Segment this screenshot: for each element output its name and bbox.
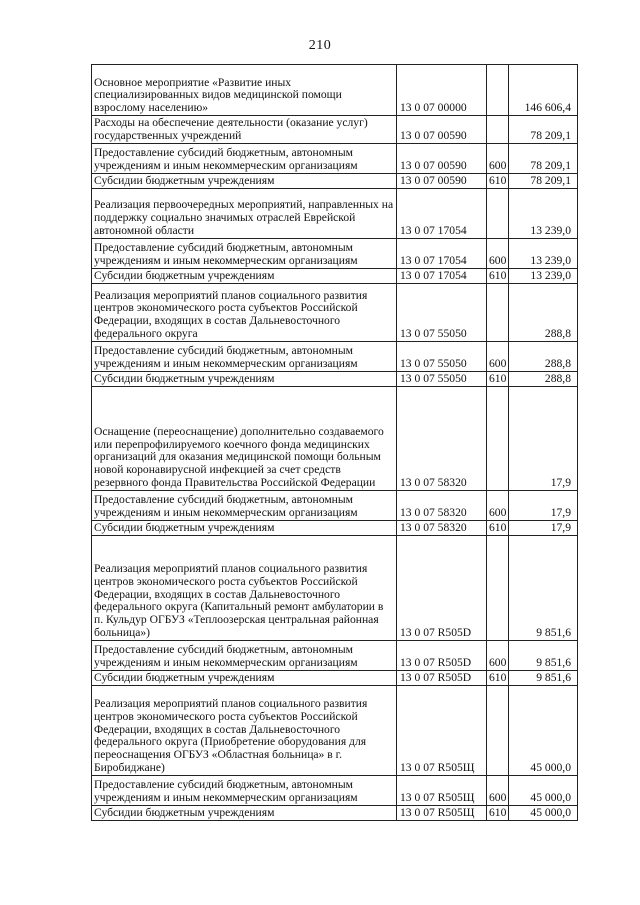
row-code: 13 0 07 55050 bbox=[397, 371, 487, 386]
row-name: Реализация мероприятий планов социального развития центров экономического роста субъектов Российской Федерации, входящих в состав Дальневосточного федерального округа bbox=[92, 283, 397, 341]
row-code: 13 0 07 17054 bbox=[397, 238, 487, 268]
row-name: Субсидии бюджетным учреждениям bbox=[92, 520, 397, 535]
row-code: 13 0 07 R505D bbox=[397, 670, 487, 685]
row-amount: 13 239,0 bbox=[509, 238, 578, 268]
row-vr bbox=[487, 685, 509, 775]
row-name: Предоставление субсидий бюджетным, автономным учреждениям и иным некоммерческим организациям bbox=[92, 341, 397, 371]
row-amount: 45 000,0 bbox=[509, 805, 578, 820]
table-row bbox=[92, 238, 578, 268]
row-code: 13 0 07 17054 bbox=[397, 188, 487, 238]
row-vr bbox=[487, 188, 509, 238]
table-row bbox=[92, 341, 578, 371]
row-vr bbox=[487, 535, 509, 640]
row-name: Предоставление субсидий бюджетным, автономным учреждениям и иным некоммерческим организациям bbox=[92, 238, 397, 268]
row-amount: 17,9 bbox=[509, 520, 578, 535]
row-amount: 288,8 bbox=[509, 371, 578, 386]
row-code: 13 0 07 58320 bbox=[397, 386, 487, 490]
row-amount: 45 000,0 bbox=[509, 775, 578, 805]
row-vr bbox=[487, 116, 509, 144]
row-code: 13 0 07 58320 bbox=[397, 520, 487, 535]
row-name: Реализация мероприятий планов социального развития центров экономического роста субъектов Российской Федерации, входящих в состав Дальневосточного федерального округа (Приобретение оборудования для переоснащения ОГБУЗ «Областная больница» в г. Биробиджане) bbox=[92, 685, 397, 775]
row-name: Субсидии бюджетным учреждениям bbox=[92, 174, 397, 189]
row-vr: 600 bbox=[487, 341, 509, 371]
row-name: Реализация первоочередных мероприятий, направленных на поддержку социально значимых отраслей Еврейской автономной области bbox=[92, 188, 397, 238]
table-row bbox=[92, 144, 578, 174]
row-name: Предоставление субсидий бюджетным, автономным учреждениям и иным некоммерческим организациям bbox=[92, 144, 397, 174]
table-row bbox=[92, 670, 578, 685]
row-name: Оснащение (переоснащение) дополнительно создаваемого или перепрофилируемого коечного фонда медицинских организаций для оказания медицинской помощи больным новой коронавирусной инфекцией за счет средств резервного фонда Правительства Российской Федерации bbox=[92, 386, 397, 490]
row-code: 13 0 07 00590 bbox=[397, 174, 487, 189]
row-amount: 78 209,1 bbox=[509, 116, 578, 144]
row-vr: 610 bbox=[487, 174, 509, 189]
table-row bbox=[92, 805, 578, 820]
row-code: 13 0 07 17054 bbox=[397, 268, 487, 283]
row-amount: 78 209,1 bbox=[509, 174, 578, 189]
row-code: 13 0 07 R505Щ bbox=[397, 775, 487, 805]
row-vr: 600 bbox=[487, 775, 509, 805]
row-code: 13 0 07 R505Щ bbox=[397, 685, 487, 775]
table-row bbox=[92, 268, 578, 283]
row-vr: 600 bbox=[487, 144, 509, 174]
row-name: Субсидии бюджетным учреждениям bbox=[92, 805, 397, 820]
row-name: Субсидии бюджетным учреждениям bbox=[92, 268, 397, 283]
row-vr: 600 bbox=[487, 238, 509, 268]
row-code: 13 0 07 R505D bbox=[397, 640, 487, 670]
row-amount: 146 606,4 bbox=[509, 65, 578, 116]
row-vr: 610 bbox=[487, 520, 509, 535]
row-vr: 610 bbox=[487, 670, 509, 685]
row-amount: 9 851,6 bbox=[509, 670, 578, 685]
row-code: 13 0 07 00000 bbox=[397, 65, 487, 116]
row-vr bbox=[487, 65, 509, 116]
row-vr bbox=[487, 386, 509, 490]
row-name: Предоставление субсидий бюджетным, автономным учреждениям и иным некоммерческим организациям bbox=[92, 640, 397, 670]
table-row bbox=[92, 188, 578, 238]
row-vr bbox=[487, 283, 509, 341]
row-amount: 17,9 bbox=[509, 386, 578, 490]
row-code: 13 0 07 R505D bbox=[397, 535, 487, 640]
row-name: Основное мероприятие «Развитие иных специализированных видов медицинской помощи взрослому населению» bbox=[92, 65, 397, 116]
table-row bbox=[92, 520, 578, 535]
row-amount: 13 239,0 bbox=[509, 268, 578, 283]
table-row bbox=[92, 775, 578, 805]
row-amount: 17,9 bbox=[509, 490, 578, 520]
row-amount: 78 209,1 bbox=[509, 144, 578, 174]
row-name: Расходы на обеспечение деятельности (оказание услуг) государственных учреждений bbox=[92, 116, 397, 144]
row-amount: 9 851,6 bbox=[509, 535, 578, 640]
row-name: Субсидии бюджетным учреждениям bbox=[92, 670, 397, 685]
row-vr: 610 bbox=[487, 268, 509, 283]
row-vr: 600 bbox=[487, 490, 509, 520]
table-row bbox=[92, 174, 578, 189]
table-row bbox=[92, 283, 578, 341]
row-vr: 600 bbox=[487, 640, 509, 670]
row-amount: 13 239,0 bbox=[509, 188, 578, 238]
row-name: Предоставление субсидий бюджетным, автономным учреждениям и иным некоммерческим организациям bbox=[92, 490, 397, 520]
row-name: Реализация мероприятий планов социального развития центров экономического роста субъектов Российской Федерации, входящих в состав Дальневосточного федерального округа (Капитальный ремонт амбулатории в п. Кульдур ОГБУЗ «Теплоозерская центральная районная больница») bbox=[92, 535, 397, 640]
row-code: 13 0 07 R505Щ bbox=[397, 805, 487, 820]
row-name: Субсидии бюджетным учреждениям bbox=[92, 371, 397, 386]
row-vr: 610 bbox=[487, 805, 509, 820]
table-row bbox=[92, 116, 578, 144]
row-code: 13 0 07 55050 bbox=[397, 341, 487, 371]
row-code: 13 0 07 00590 bbox=[397, 116, 487, 144]
budget-table bbox=[91, 64, 578, 821]
row-amount: 45 000,0 bbox=[509, 685, 578, 775]
row-code: 13 0 07 55050 bbox=[397, 283, 487, 341]
table-row bbox=[92, 65, 578, 116]
table-row bbox=[92, 386, 578, 490]
page-number: 210 bbox=[308, 38, 332, 53]
budget-table-body bbox=[92, 65, 578, 821]
row-amount: 288,8 bbox=[509, 283, 578, 341]
row-amount: 288,8 bbox=[509, 341, 578, 371]
table-row bbox=[92, 371, 578, 386]
row-amount: 9 851,6 bbox=[509, 640, 578, 670]
row-name: Предоставление субсидий бюджетным, автономным учреждениям и иным некоммерческим организациям bbox=[92, 775, 397, 805]
table-row bbox=[92, 535, 578, 640]
row-code: 13 0 07 58320 bbox=[397, 490, 487, 520]
table-row bbox=[92, 640, 578, 670]
table-row bbox=[92, 490, 578, 520]
row-vr: 610 bbox=[487, 371, 509, 386]
table-row bbox=[92, 685, 578, 775]
row-code: 13 0 07 00590 bbox=[397, 144, 487, 174]
